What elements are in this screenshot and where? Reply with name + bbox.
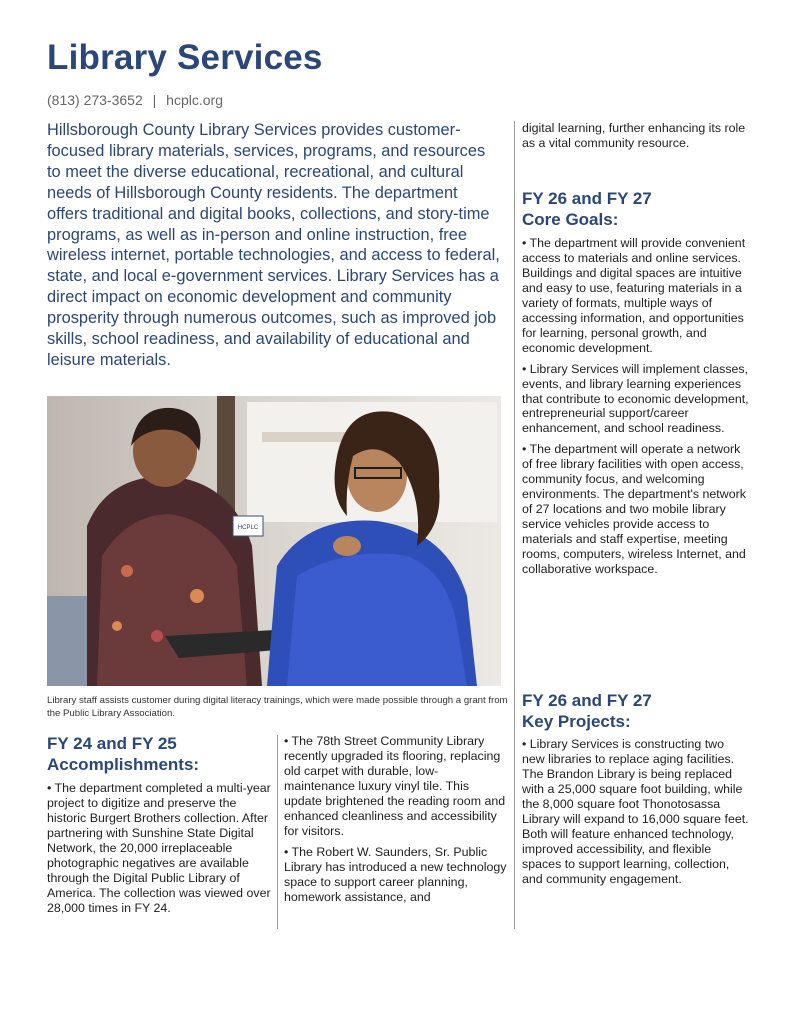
continuation-text: digital learning, further enhancing its role as a vital community resource. (522, 121, 746, 150)
accomplishments-heading-line2: Accomplishments: (47, 755, 200, 774)
core-goal-item: • The department will provide convenient access to materials and online services. Buildings and digital spaces are intuitive and easy to use, featuring materials in a variety of formats, multiple ways of accessing information, and opportunities for learning, personal growth, and economic development. (522, 236, 746, 355)
core-goals-list (522, 236, 750, 577)
accomplishments-heading (47, 733, 199, 775)
accomplishments-col-middle (284, 734, 509, 904)
right-column-continuation (522, 121, 752, 151)
website-link[interactable]: hcplc.org (166, 92, 223, 108)
key-projects-heading-line1: FY 26 and FY 27 (522, 691, 652, 710)
accomplishment-item: • The 78th Street Community Library recently upgraded its flooring, replacing old carpet with durable, low-maintenance luxury vinyl tile. This update brightened the reading room and enhanced cleanliness and accessibility for visitors. (284, 734, 506, 838)
staff-photo-illustration (47, 396, 501, 686)
accomplishment-item: • The Robert W. Saunders, Sr. Public Library has introduced a new technology space to support career planning, homework assistance, and (284, 844, 507, 904)
column-divider-right (514, 121, 515, 929)
core-goals-heading-line2: Core Goals: (522, 210, 619, 229)
page-title: Library Services (47, 38, 323, 77)
column-divider-left (277, 735, 278, 929)
accomplishments-heading-line1: FY 24 and FY 25 (47, 734, 177, 753)
key-projects-heading (522, 690, 652, 732)
contact-line (47, 92, 223, 108)
photo-caption: Library staff assists customer during digital literacy trainings, which were made possible through a grant from the Public Library Association. (47, 695, 508, 719)
intro-paragraph: Hillsborough County Library Services provides customer-focused library materials, services, programs, and resources to meet the diverse educational, recreational, and cultural needs of Hillsborough County residents. The department offers traditional and digital books, collections, and story-time programs, as well as in-person and online instruction, free wireless internet, portable technologies, and access to federal, state, and local e-government services. Library Services has a direct impact on economic development and community prosperity through numerous outcomes, such as improved job skills, school readiness, and availability of educational and leisure materials. (47, 121, 500, 369)
core-goals-heading (522, 188, 652, 230)
core-goal-item: • The department will operate a network of free library facilities with open access, community focus, and welcoming environments. The department's network of 27 locations and two mobile library service vehicles provide access to materials and staff expertise, meeting rooms, computers, wireless Internet, and collaborative workspace. (522, 442, 746, 577)
phone-number: (813) 273-3652 (47, 92, 143, 108)
key-projects-list (522, 737, 750, 887)
core-goal-item: • Library Services will implement classes, events, and library learning experiences that contribute to economic development, entrepreneurial support/career enhancement, and school readiness. (522, 361, 749, 436)
accomplishments-col-left (47, 781, 272, 916)
core-goals-heading-line1: FY 26 and FY 27 (522, 189, 652, 208)
staff-photo (47, 396, 501, 686)
accomplishment-item: • The department completed a multi-year project to digitize and preserve the historic Burgert Brothers collection. After partnering with Sunshine State Digital Network, the 20,000 irreplaceable photographic negatives are available through the Digital Public Library of America. The collection was viewed over 28,000 times in FY 24. (47, 781, 271, 915)
key-projects-heading-line2: Key Projects: (522, 712, 631, 731)
contact-separator: | (152, 92, 157, 108)
key-project-item: • Library Services is constructing two new libraries to replace aging facilities. The Brandon Library is being replaced with a 25,000 square foot building, while the 8,000 square foot Thonotosassa Library will expand to 16,000 square feet. Both will feature enhanced technology, improved accessibility, and flexible spaces to support learning, collection, and community engagement. (522, 737, 749, 886)
name-badge-label: HCPLC (237, 525, 259, 531)
